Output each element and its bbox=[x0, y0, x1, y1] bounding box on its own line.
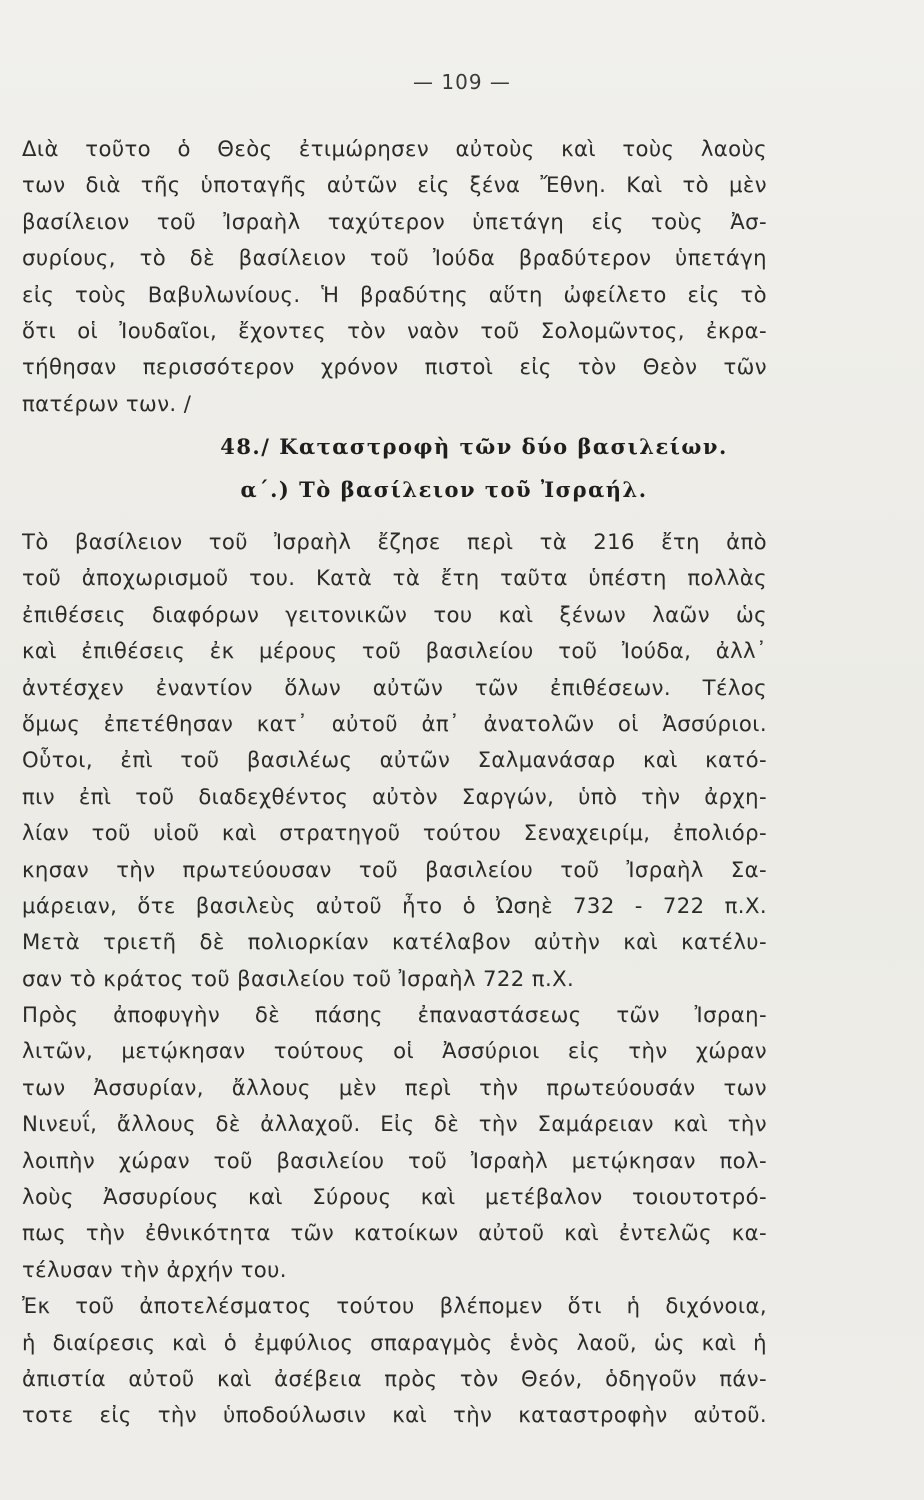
page-number: — 109 — bbox=[413, 70, 511, 94]
text-line: ἡ διαίρεσις καὶ ὁ ἐμφύλιος σπαραγμὸς ἑνὸς λαοῦ, ὡς καὶ ἡ bbox=[22, 1329, 767, 1355]
text-line: κησαν τὴν πρωτεύουσαν τοῦ βασιλείου τοῦ Ἰσραὴλ Σα- bbox=[22, 856, 767, 882]
text-line: Διὰ τοῦτο ὁ Θεὸς ἐτιμώρησεν αὐτοὺς καὶ τοὺς λαοὺς bbox=[22, 136, 767, 161]
text-line: Πρὸς ἀποφυγὴν δὲ πάσης ἐπαναστάσεως τῶν Ἰσραη- bbox=[22, 1002, 767, 1028]
text-line: ἀντέσχεν ἐναντίον ὅλων αὐτῶν τῶν ἐπιθέσεων. Τέλος bbox=[22, 674, 767, 700]
text-line: πιν ἐπὶ τοῦ διαδεχθέντος αὐτὸν Σαργών, ὑπὸ τὴν ἀρχη- bbox=[22, 783, 767, 809]
text-line: τοτε εἰς τὴν ὑποδούλωσιν καὶ τὴν καταστροφὴν αὐτοῦ. bbox=[22, 1402, 767, 1428]
section-heading: 48./ Καταστροφὴ τῶν δύο βασιλείων. bbox=[220, 434, 728, 459]
text-line: βασίλειον τοῦ Ἰσραὴλ ταχύτερον ὑπετάγη εἰς τοὺς Ἀσ- bbox=[22, 208, 767, 234]
text-line: ἐπιθέσεις διαφόρων γειτονικῶν του καὶ ξένων λαῶν ὡς bbox=[22, 601, 767, 627]
text-line: ἀπιστία αὐτοῦ καὶ ἀσέβεια πρὸς τὸν Θεόν, ὁδηγοῦν πάν- bbox=[22, 1365, 767, 1391]
text-line: εἰς τοὺς Βαβυλωνίους. Ἡ βραδύτης αὕτη ὠφείλετο εἰς τὸ bbox=[22, 281, 767, 307]
text-line: συρίους, τὸ δὲ βασίλειον τοῦ Ἰούδα βραδύτερον ὑπετάγη bbox=[22, 245, 767, 271]
text-line: λοιπὴν χώραν τοῦ βασιλείου τοῦ Ἰσραὴλ μετῴκησαν πολ- bbox=[22, 1147, 767, 1173]
text-line: λοὺς Ἀσσυρίους καὶ Σύρους καὶ μετέβαλον τοιουτοτρό- bbox=[22, 1184, 767, 1210]
text-line: των Ἀσσυρίαν, ἄλλους μὲν περὶ τὴν πρωτεύουσάν των bbox=[22, 1074, 767, 1100]
paragraph-kingdom-israel bbox=[22, 524, 767, 1434]
text-line: των διὰ τῆς ὑποταγῆς αὐτῶν εἰς ξένα Ἔθνη. Καὶ τὸ μὲν bbox=[22, 172, 767, 198]
text-line: Μετὰ τριετῆ δὲ πολιορκίαν κατέλαβον αὐτὴν καὶ κατέλυ- bbox=[22, 929, 767, 955]
text-line: τήθησαν περισσότερον χρόνον πιστοὶ εἰς τὸν Θεὸν τῶν bbox=[22, 354, 767, 380]
text-line: πως τὴν ἐθνικότητα τῶν κατοίκων αὐτοῦ καὶ ἐντελῶς κα- bbox=[22, 1220, 767, 1246]
text-line: ὅτι οἱ Ἰουδαῖοι, ἔχοντες τὸν ναὸν τοῦ Σολομῶντος, ἐκρα- bbox=[22, 317, 767, 343]
section-subheading: α΄.) Τὸ βασίλειον τοῦ Ἰσραήλ. bbox=[240, 477, 648, 502]
text-line: Οὗτοι, ἐπὶ τοῦ βασιλέως αὐτῶν Σαλμανάσαρ καὶ κατό- bbox=[22, 747, 767, 773]
text-line: πατέρων των. / bbox=[22, 390, 192, 416]
paragraph-intro bbox=[22, 131, 767, 422]
text-line: τοῦ ἀποχωρισμοῦ του. Κατὰ τὰ ἔτη ταῦτα ὑπέστη πολλὰς bbox=[22, 565, 767, 591]
text-line: σαν τὸ κράτος τοῦ βασιλείου τοῦ Ἰσραὴλ 722 π.Χ. bbox=[22, 965, 575, 991]
text-line: καὶ ἐπιθέσεις ἐκ μέρους τοῦ βασιλείου τοῦ Ἰούδα, ἀλλ᾿ bbox=[22, 638, 767, 664]
text-line: λίαν τοῦ υἱοῦ καὶ στρατηγοῦ τούτου Σεναχειρίμ, ἐπολιόρ- bbox=[22, 820, 767, 846]
text-line: ὅμως ἐπετέθησαν κατ᾿ αὐτοῦ ἀπ᾿ ἀνατολῶν οἱ Ἀσσύριοι. bbox=[22, 710, 767, 736]
text-line: Νινευΐ, ἄλλους δὲ ἀλλαχοῦ. Εἰς δὲ τὴν Σαμάρειαν καὶ τὴν bbox=[22, 1111, 767, 1137]
text-line: Τὸ βασίλειον τοῦ Ἰσραὴλ ἔζησε περὶ τὰ 216 ἔτη ἀπὸ bbox=[22, 529, 767, 554]
text-line: λιτῶν, μετῴκησαν τούτους οἱ Ἀσσύριοι εἰς τὴν χώραν bbox=[22, 1038, 767, 1064]
text-line: τέλυσαν τὴν ἀρχήν του. bbox=[22, 1256, 287, 1282]
text-line: Ἐκ τοῦ ἀποτελέσματος τούτου βλέπομεν ὅτι ἡ διχόνοια, bbox=[22, 1293, 767, 1319]
text-line: μάρειαν, ὅτε βασιλεὺς αὐτοῦ ἦτο ὁ Ὠσηὲ 732 - 722 π.Χ. bbox=[22, 892, 767, 918]
